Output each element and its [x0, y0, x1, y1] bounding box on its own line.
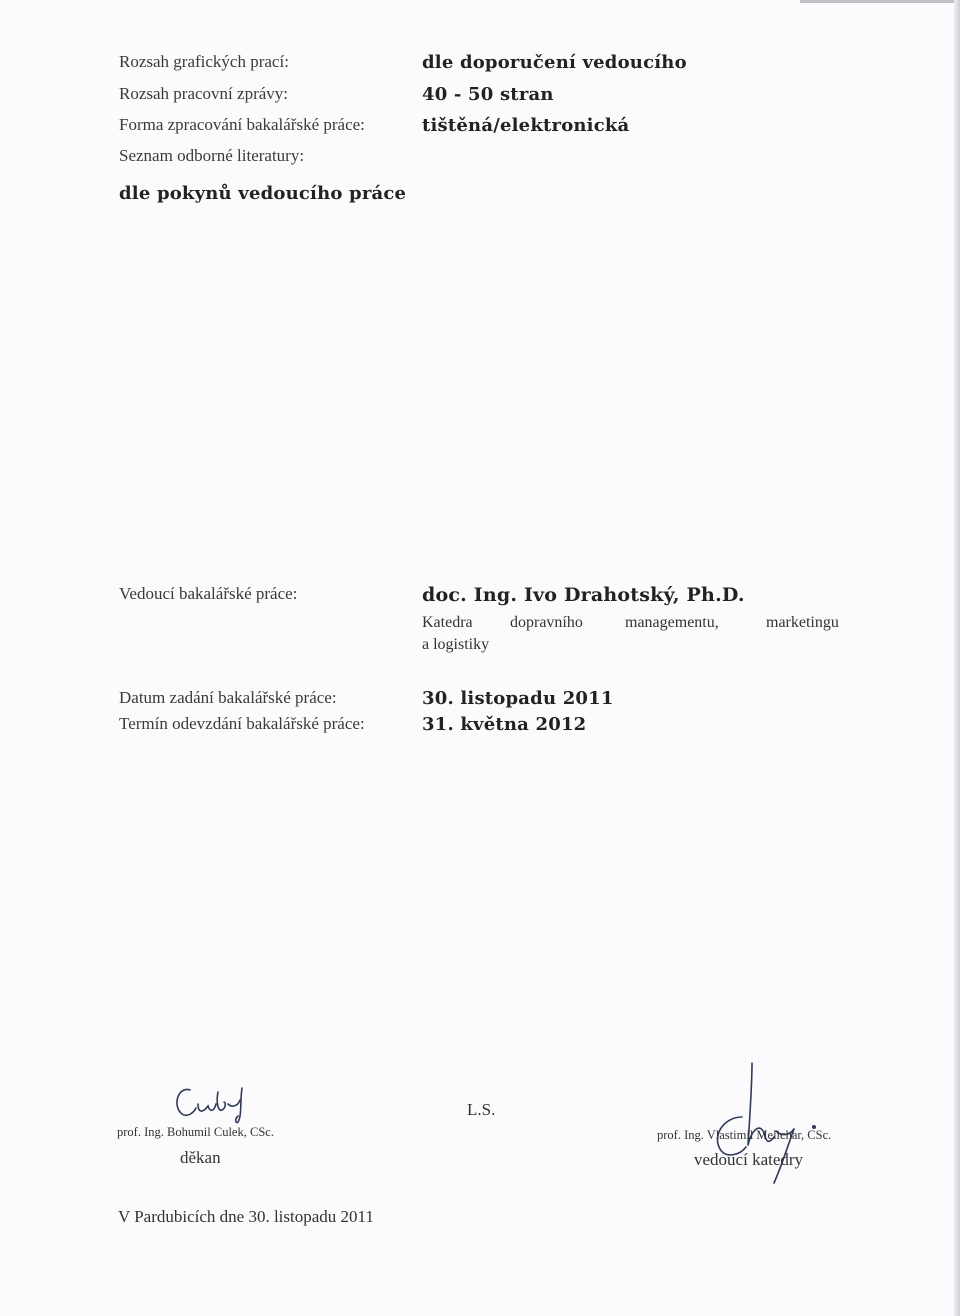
department-word-1: Katedra — [422, 614, 473, 631]
supervisor-label: Vedoucí bakalářské práce: — [119, 584, 298, 603]
deadline-label: Termín odevzdání bakalářské práce: — [119, 714, 365, 733]
scan-edge-right — [954, 0, 960, 1316]
place-and-date: V Pardubicích dne 30. listopadu 2011 — [118, 1207, 374, 1226]
graphic-scope-value: dle doporučení vedoucího — [422, 52, 687, 73]
deadline-value: 31. května 2012 — [422, 714, 587, 735]
department-line-2: a logistiky — [422, 636, 490, 653]
department-word-3: managementu, — [625, 614, 719, 631]
literature-label: Seznam odborné literatury: — [119, 146, 305, 165]
scan-edge-top — [800, 0, 960, 3]
assigned-date-value: 30. listopadu 2011 — [422, 688, 614, 709]
seal-placeholder: L.S. — [467, 1100, 496, 1119]
assigned-date-label: Datum zadání bakalářské práce: — [119, 688, 337, 707]
dean-name: prof. Ing. Bohumil Culek, CSc. — [117, 1125, 274, 1139]
head-title: vedoucí katedry — [694, 1150, 804, 1169]
literature-value: dle pokynů vedoucího práce — [119, 183, 407, 204]
head-name: prof. Ing. Vlastimil Melichar, CSc. — [657, 1128, 832, 1142]
form-value: tištěná/elektronická — [422, 115, 630, 136]
report-scope-value: 40 - 50 stran — [422, 84, 554, 105]
department-word-2: dopravního — [510, 614, 583, 631]
dean-signature — [168, 1078, 258, 1128]
form-label: Forma zpracování bakalářské práce: — [119, 115, 365, 134]
report-scope-label: Rozsah pracovní zprávy: — [119, 84, 288, 103]
dean-title: děkan — [180, 1148, 221, 1167]
supervisor-name: doc. Ing. Ivo Drahotský, Ph.D. — [422, 584, 745, 606]
graphic-scope-label: Rozsah grafických prací: — [119, 52, 289, 71]
department-word-4: marketingu — [766, 614, 839, 631]
